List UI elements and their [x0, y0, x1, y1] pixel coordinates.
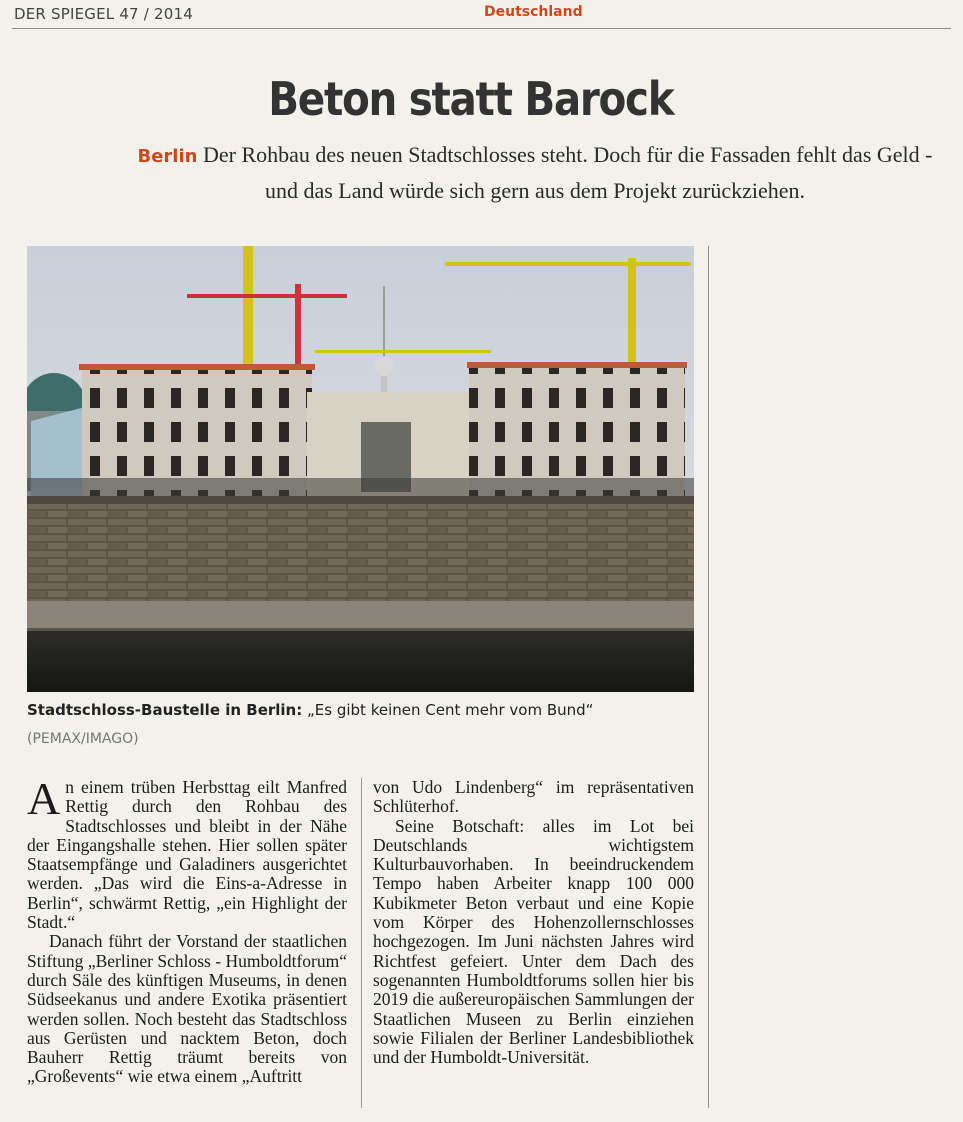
drop-cap: A [27, 773, 61, 824]
paragraph: Seine Botschaft: alles im Lot bei Deutschlands wichtigstem Kulturbauvorhaben. In beeindruckendem Tempo haben Arbeiter knapp 100 000 Kubikmeter Beton verbaut und eine Kopie vom Körper des Hohenzollernschlosses hochgezogen. Im Juni nächsten Jahres wird Richtfest gefeiert. Unter dem Dach des sogenannten Humboldtforums sollen hier bis 2019 die außereuropäischen Sammlungen der Staatlichen Museen zu Berlin einziehen sowie Filialen der Berliner Landesbibliothek und der Humboldt-Universität. [373, 815, 694, 1068]
article-column-1 [27, 773, 347, 1087]
caption-quote: „Es gibt keinen Cent mehr vom Bund“ [307, 701, 594, 719]
caption-title: Stadtschloss-Baustelle in Berlin: [27, 701, 303, 719]
lead-paragraph [120, 138, 950, 208]
paragraph: Danach führt der Vorstand der staatlichen Stiftung „Berliner Schloss - Humboldtforum“ durch Säle des künftigen Museums, in denen Südseekanus und andere Exotika präsentiert werden sollen. Noch besteht das Stadtschloss aus Gerüsten und nacktem Beton, doch Bauherr Rettig träumt bereits von „Großevents“ wie etwa einem „Auftritt [27, 931, 347, 1087]
section-label: Deutschland [484, 4, 583, 20]
photo-caption [27, 701, 707, 719]
paragraph-text: n einem trüben Herbsttag eilt Manfred Rettig durch den Rohbau des Stadtschlosses und bleibt in der Nähe der Eingangshalle stehen. Hier sollen später Staatsempfänge und Galadiners ausgerichtet werden. „Das wird die Eins-a-Adresse in Berlin“, schwärmt Rettig, „ein Highlight der Stadt.“ [27, 777, 347, 933]
kicker: Berlin [137, 146, 198, 167]
article-column-2 [373, 778, 694, 1067]
headline: Beton statt Barock [268, 72, 674, 126]
photo-credit: (PEMAX/IMAGO) [27, 731, 139, 747]
paragraph: von Udo Lindenberg“ im repräsentativen Schlüterhof. [373, 777, 694, 817]
header-divider [12, 28, 951, 29]
lead-text: Der Rohbau des neuen Stadtschlosses steht. Doch für die Fassaden fehlt das Geld - und das Land würde sich gern aus dem Projekt zurückziehen. [202, 142, 933, 203]
column-divider [361, 778, 362, 1108]
paragraph [27, 773, 347, 933]
publication-issue: DER SPIEGEL 47 / 2014 [14, 5, 193, 23]
right-column-divider [708, 246, 709, 1108]
article-photo [27, 246, 694, 692]
